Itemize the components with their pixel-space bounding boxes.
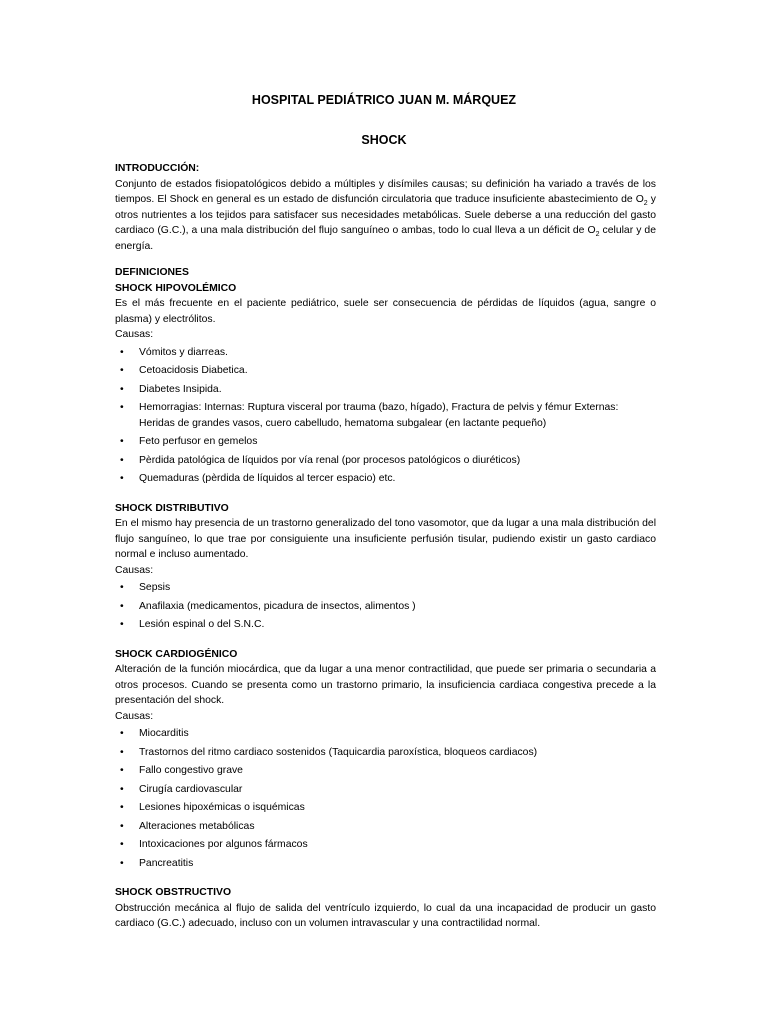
- list-item-text: Diabetes Insipida.: [139, 383, 222, 395]
- list-item: [115, 745, 656, 761]
- bullet-icon: •: [120, 454, 124, 466]
- list-item-text: Quemaduras (pèrdida de líquidos al tercer espacio) etc.: [139, 473, 396, 484]
- bullet-icon: •: [120, 783, 124, 795]
- list-item-text: Lesiones hipoxémicas o isquémicas: [139, 802, 305, 813]
- bullet-icon: •: [120, 728, 124, 739]
- distributive-paragraph: En el mismo hay presencia de un trastorno generalizado del tono vasomotor, que da lugar a una mala distribución del flujo sanguíneo, lo que trae por consiguiente una insuficiente perfusión tisular, pudiendo existir un gasto cardiaco normal e incluso aumentado.: [115, 518, 656, 560]
- list-item: [115, 763, 656, 779]
- list-item: [115, 782, 656, 798]
- document-title: HOSPITAL PEDIÁTRICO JUAN M. MÁRQUEZ: [251, 93, 517, 107]
- list-item-text: Hemorragias: Internas: Ruptura visceral por trauma (bazo, hígado), Fractura de pelvis y fémur Externas: Heridas de grandes vasos, cuero cabelludo, hematoma subgalear (en lactante pequeño): [139, 402, 619, 429]
- intro-heading: INTRODUCCIÓN:: [115, 163, 200, 174]
- bullet-icon: •: [120, 857, 124, 869]
- bullet-icon: •: [120, 346, 124, 358]
- hypovolemic-causes-list: [115, 345, 656, 487]
- cardiogenic-paragraph: Alteración de la función miocárdica, que da lugar a una menor contractilidad, que puede ser primaria o secundaria a otros procesos. Cuando se presenta como un trastorno primario, la insuficiencia cardiaca congestiva precede a la presentación del shock.: [115, 664, 656, 706]
- cardiogenic-causes-list: [115, 726, 656, 871]
- list-item-text: Lesión espinal o del S.N.C.: [139, 619, 265, 630]
- list-item-text: Intoxicaciones por algunos fármacos: [139, 839, 308, 850]
- section-gap: [115, 636, 656, 647]
- section-gap: [115, 490, 656, 501]
- bullet-icon: •: [120, 619, 124, 630]
- section-gap: [115, 254, 656, 265]
- list-item: [115, 599, 656, 615]
- distributive-heading: SHOCK DISTRIBUTIVO: [115, 502, 229, 514]
- bullet-icon: •: [120, 820, 124, 832]
- list-item: [115, 800, 656, 816]
- list-item: [115, 726, 656, 742]
- list-item-text: Feto perfusor en gemelos: [139, 436, 258, 447]
- list-item: [115, 617, 656, 633]
- intro-text-c: celular y de energía.: [115, 225, 656, 252]
- bullet-icon: •: [120, 402, 124, 413]
- list-item: [115, 363, 656, 379]
- hypovolemic-heading: SHOCK HIPOVOLÉMICO: [115, 282, 237, 294]
- bullet-icon: •: [120, 365, 124, 376]
- hypovolemic-causes-label: Causas:: [115, 329, 154, 340]
- list-item-text: Cirugía cardiovascular: [139, 783, 243, 795]
- distributive-causes-list: [115, 580, 656, 633]
- list-item-text: Vómitos y diarreas.: [139, 346, 228, 358]
- list-item: [115, 400, 656, 431]
- intro-paragraph: [115, 177, 656, 255]
- list-item: [115, 382, 656, 398]
- list-item: [115, 837, 656, 853]
- section-gap: [115, 874, 656, 885]
- list-item: [115, 453, 656, 469]
- intro-text-b: y otros nutrientes a los tejidos para satisfacer sus necesidades metabólicas. Suele deberse a una reducción del gasto cardiaco (G.C.), a una mala distribución del flujo sanguíneo o ambas, todo lo cual lleva a un déficit de O: [115, 194, 656, 236]
- list-item-text: Pèrdida patológica de líquidos por vía renal (por procesos patológicos o diuréticos): [139, 454, 521, 466]
- document-subtitle: SHOCK: [361, 133, 407, 147]
- cardiogenic-heading: SHOCK CARDIOGÉNICO: [115, 648, 238, 660]
- list-item: [115, 580, 656, 596]
- bullet-icon: •: [120, 746, 124, 758]
- list-item: [115, 345, 656, 361]
- obstructive-paragraph: Obstrucción mecánica al flujo de salida del ventrículo izquierdo, lo cual da una incapacidad de producir un gasto cardiaco (G.C.) adecuado, incluso con un volumen intravascular y una contractilidad normal.: [115, 902, 656, 929]
- bullet-icon: •: [120, 839, 124, 850]
- bullet-icon: •: [120, 473, 124, 484]
- bullet-icon: •: [120, 765, 124, 776]
- bullet-icon: •: [120, 436, 124, 447]
- list-item: [115, 819, 656, 835]
- bullet-icon: •: [120, 582, 124, 593]
- distributive-causes-label: Causas:: [115, 564, 154, 576]
- list-item-text: Pancreatitis: [139, 857, 194, 869]
- bullet-icon: •: [120, 383, 124, 395]
- list-item: [115, 471, 656, 487]
- list-item-text: Trastornos del ritmo cardiaco sostenidos (Taquicardia paroxística, bloqueos cardiacos): [139, 746, 538, 758]
- intro-subscript-1: 2: [643, 200, 648, 208]
- definitions-heading: DEFINICIONES: [115, 267, 189, 278]
- list-item-text: Cetoacidosis Diabetica.: [139, 365, 248, 376]
- obstructive-heading: SHOCK OBSTRUCTIVO: [115, 887, 232, 898]
- hypovolemic-paragraph: Es el más frecuente en el paciente pediátrico, suele ser consecuencia de pérdidas de líquidos (agua, sangre o plasma) y electrólitos.: [115, 298, 656, 325]
- list-item-text: Fallo congestivo grave: [139, 765, 243, 776]
- intro-subscript-2: 2: [595, 231, 600, 239]
- bullet-icon: •: [120, 600, 124, 612]
- document-body: [115, 161, 656, 932]
- list-item-text: Miocarditis: [139, 728, 189, 739]
- list-item: [115, 856, 656, 872]
- intro-text-a: Conjunto de estados fisiopatológicos debido a múltiples y disímiles causas; su definición ha variado a través de los tiempos. El Shock en general es un estado de disfunción circulatoria que traduce insuficiente abastecimiento de O: [115, 178, 656, 205]
- bullet-icon: •: [120, 802, 124, 813]
- cardiogenic-causes-label: Causas:: [115, 710, 154, 722]
- list-item: [115, 434, 656, 450]
- list-item-text: Alteraciones metabólicas: [139, 820, 255, 832]
- list-item-text: Anafilaxia (medicamentos, picadura de insectos, alimentos ): [139, 600, 416, 612]
- list-item-text: Sepsis: [139, 582, 171, 593]
